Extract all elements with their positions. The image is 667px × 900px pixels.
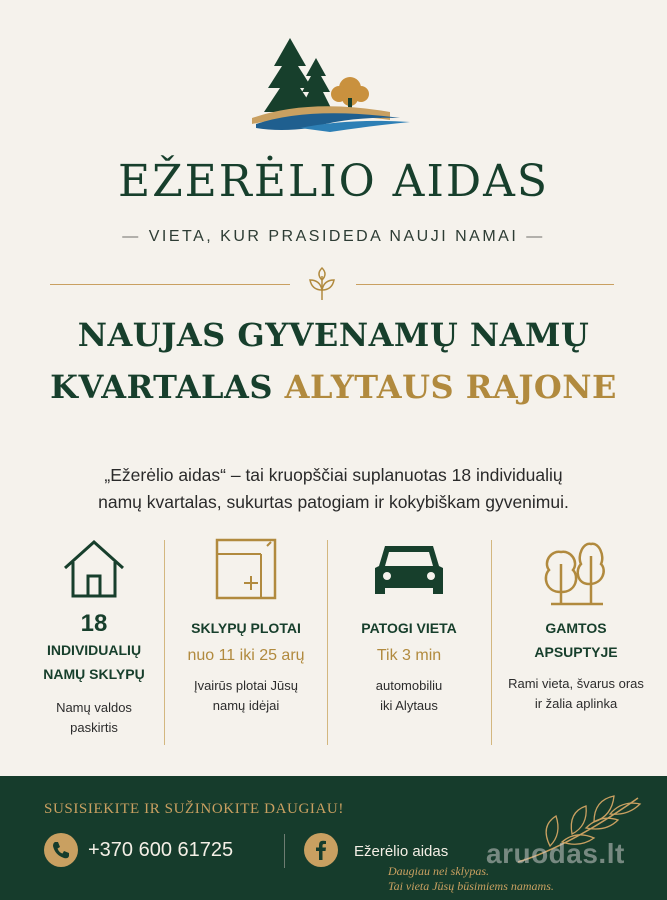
slogan-line-1: Daugiau nei sklypas.: [388, 864, 489, 878]
watermark: aruodas.lt: [486, 838, 625, 869]
feature-plots-count: [22, 536, 166, 738]
intro-line-2: namų kvartalas, sukurtas patogiam ir kokybiškam gyvenimui.: [98, 492, 569, 512]
headline-part-1: KVARTALAS: [50, 368, 273, 406]
feature-desc-line-1: Rami vieta, švarus oras: [508, 676, 644, 691]
footer-contact: [0, 776, 667, 900]
feature-title: PATOGI VIETA: [361, 620, 457, 636]
feature-plot-size: [166, 536, 326, 716]
tagline-text: VIETA, KUR PRASIDEDA NAUJI NAMAI: [148, 228, 519, 245]
feature-desc-line-2: paskirtis: [70, 720, 118, 735]
feature-desc-line-2: namų idėjai: [212, 698, 280, 713]
feature-title: SKLYPŲ PLOTAI: [191, 620, 301, 636]
plot-area-icon: [213, 536, 279, 602]
feature-location: [328, 536, 490, 716]
divider-left: [50, 284, 290, 285]
brand-logo: [250, 36, 420, 132]
footer-separator: [284, 834, 285, 868]
sprig-icon: [306, 266, 338, 302]
divider-right: [356, 284, 614, 285]
slogan-line-2: Tai vieta Jūsų būsimiems namams.: [388, 879, 554, 893]
feature-nature: [492, 536, 660, 714]
feature-highlight: nuo 11 iki 25 arų: [187, 647, 305, 664]
feature-title-line-2: NAMŲ SKLYPŲ: [43, 666, 145, 682]
feature-title-line-2: APSUPTYJE: [534, 644, 618, 660]
feature-desc-line-2: iki Alytaus: [380, 698, 438, 713]
feature-desc-line-1: automobiliu: [375, 678, 443, 693]
car-icon: [371, 536, 447, 602]
brand-tagline: [0, 228, 667, 246]
headline-line-1: NAUJAS GYVENAMŲ NAMŲ: [77, 316, 590, 354]
headline-line-2: [0, 368, 667, 406]
phone-icon: [44, 833, 78, 867]
feature-desc-line-2: ir žalia aplinka: [534, 696, 618, 711]
feature-divider: [164, 540, 165, 745]
brand-name: EŽERĖLIO AIDAS: [117, 156, 550, 207]
feature-desc-line-1: Namų valdos: [56, 700, 132, 715]
features-row: [0, 536, 667, 761]
facebook-icon[interactable]: [304, 833, 338, 867]
cta-heading: SUSISIEKITE IR SUŽINOKITE DAUGIAU!: [44, 801, 344, 817]
tagline-dash-right: —: [526, 228, 545, 245]
facebook-page-link[interactable]: Ežerėlio aidas: [354, 843, 449, 860]
phone-number-link[interactable]: +370 600 61725: [88, 839, 234, 861]
feature-title-line-1: GAMTOS: [545, 620, 607, 636]
feature-highlight: Tik 3 min: [376, 647, 442, 664]
tagline-dash-left: —: [122, 228, 141, 245]
trees-icon: [539, 536, 613, 606]
feature-desc-line-1: Įvairūs plotai Jūsų: [193, 678, 299, 693]
intro-line-1: „Ežerėlio aidas“ – tai kruopščiai suplanuotas 18 individualių: [104, 465, 563, 485]
headline-part-2: ALYTAUS RAJONE: [284, 368, 617, 406]
house-icon: [61, 536, 127, 602]
feature-title-line-1: INDIVIDUALIŲ: [46, 642, 142, 658]
intro-text: [40, 462, 627, 516]
feature-number: 18: [80, 610, 108, 637]
